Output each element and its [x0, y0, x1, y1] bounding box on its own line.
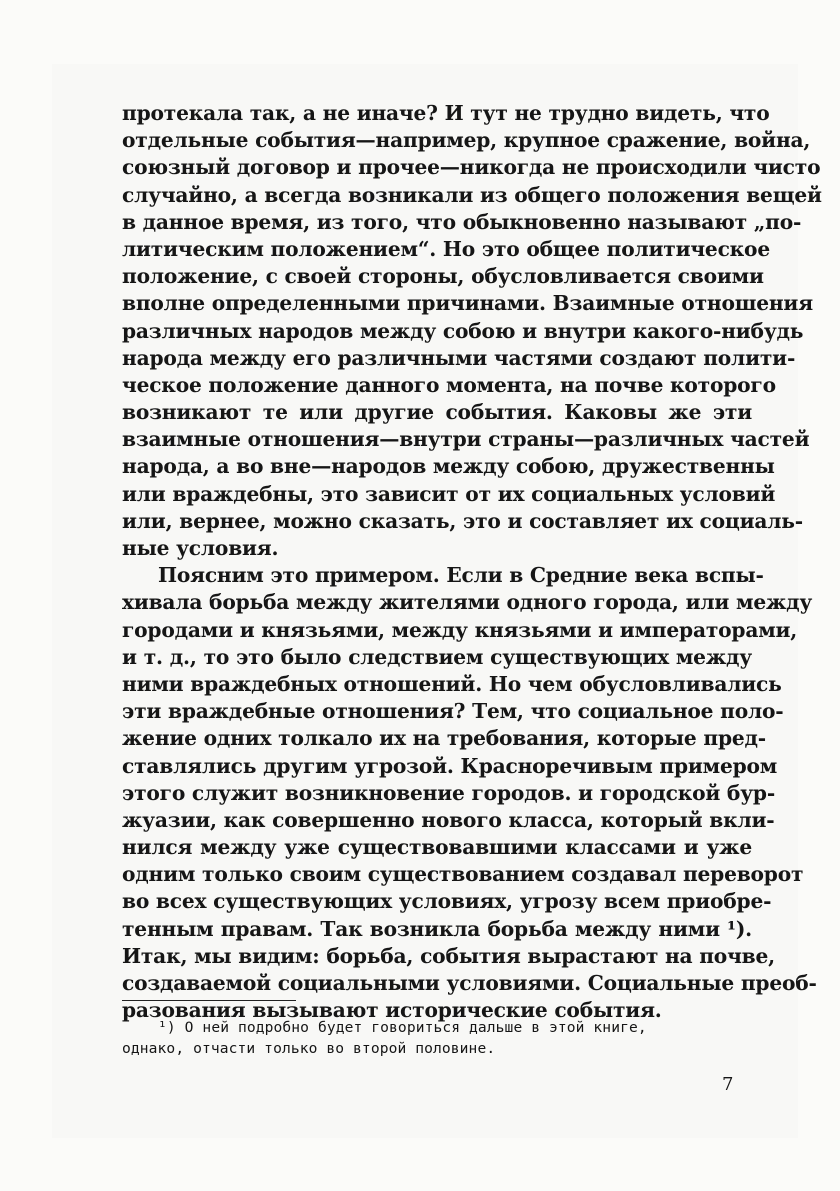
footnote-divider [122, 1000, 296, 1001]
text-line: жуазии, как совершенно нового класса, который вкли- [122, 807, 775, 832]
text-line: вполне определенными причинами. Взаимные отношения [122, 291, 813, 316]
text-line: в данное время, из того, что обыкновенно называют „по- [122, 209, 802, 234]
text-line: Поясним это примером. Если в Средние века вспы- [158, 563, 764, 588]
text-line: нился между уже существовавшими классами и уже [122, 835, 752, 860]
body-text [122, 100, 822, 1024]
text-line: взаимные отношения—внутри страны—различных частей [122, 427, 810, 452]
text-line: этого служит возникновение городов. и городской бур- [122, 780, 776, 805]
text-line: одним только своим существованием создавал переворот [122, 862, 804, 887]
text-line: отдельные события—например, крупное сражение, война, [122, 128, 811, 153]
text-line: возникают те или другие события. Каковы же эти [122, 400, 752, 425]
text-line: во всех существующих условиях, угрозу всем приобре- [122, 889, 772, 914]
text-line: протекала так, а не иначе? И тут не трудно видеть, что [122, 101, 770, 125]
text-line: случайно, а всегда возникали из общего положения вещей [122, 182, 822, 207]
footnote-line: однако, отчасти только во второй половине. [122, 1040, 496, 1057]
text-line: ними враждебных отношений. Но чем обусловливались [122, 671, 782, 696]
footnote [122, 1017, 752, 1059]
text-line: или враждебны, это зависит от их социальных условий [122, 481, 776, 506]
text-line: жение одних толкало их на требования, которые пред- [122, 726, 766, 751]
text-line: положение, с своей стороны, обусловливается своими [122, 264, 764, 289]
text-line: создаваемой социальными условиями. Социальные преоб- [122, 971, 817, 995]
text-line: литическим положением“. Но это общее политическое [122, 236, 770, 261]
text-line: ные условия. [122, 536, 279, 560]
text-line: разования вызывают исторические события. [122, 998, 662, 1023]
text-line: Итак, мы видим: борьба, события вырастают на почве, [122, 943, 775, 968]
text-line: хивала борьба между жителями одного города, или между [122, 590, 813, 615]
footnote-line: ¹) О ней подробно будет говориться дальше в этой книге, [158, 1019, 647, 1036]
text-line: или, вернее, можно сказать, это и составляет их социаль- [122, 508, 803, 533]
text-line: ческое положение данного момента, на почве которого [122, 372, 776, 397]
text-line: союзный договор и прочее—никогда не происходили чисто [122, 155, 821, 180]
text-line: различных народов между собою и внутри какого-нибудь [122, 318, 804, 343]
text-line: ставлялись другим угрозой. Красноречивым примером [122, 753, 778, 778]
text-line: эти враждебные отношения? Тем, что социальное поло- [122, 699, 784, 724]
page-number: 7 [722, 1074, 734, 1095]
text-line: городами и князьями, между князьями и императорами, [122, 617, 798, 642]
text-line: народа, а во вне—народов между собою, дружественны [122, 454, 775, 479]
text-line: тенным правам. Так возникла борьба между ними ¹). [122, 916, 752, 941]
text-line: и т. д., то это было следствием существующих между [122, 644, 752, 669]
text-line: народа между его различными частями создают полити- [122, 345, 796, 370]
